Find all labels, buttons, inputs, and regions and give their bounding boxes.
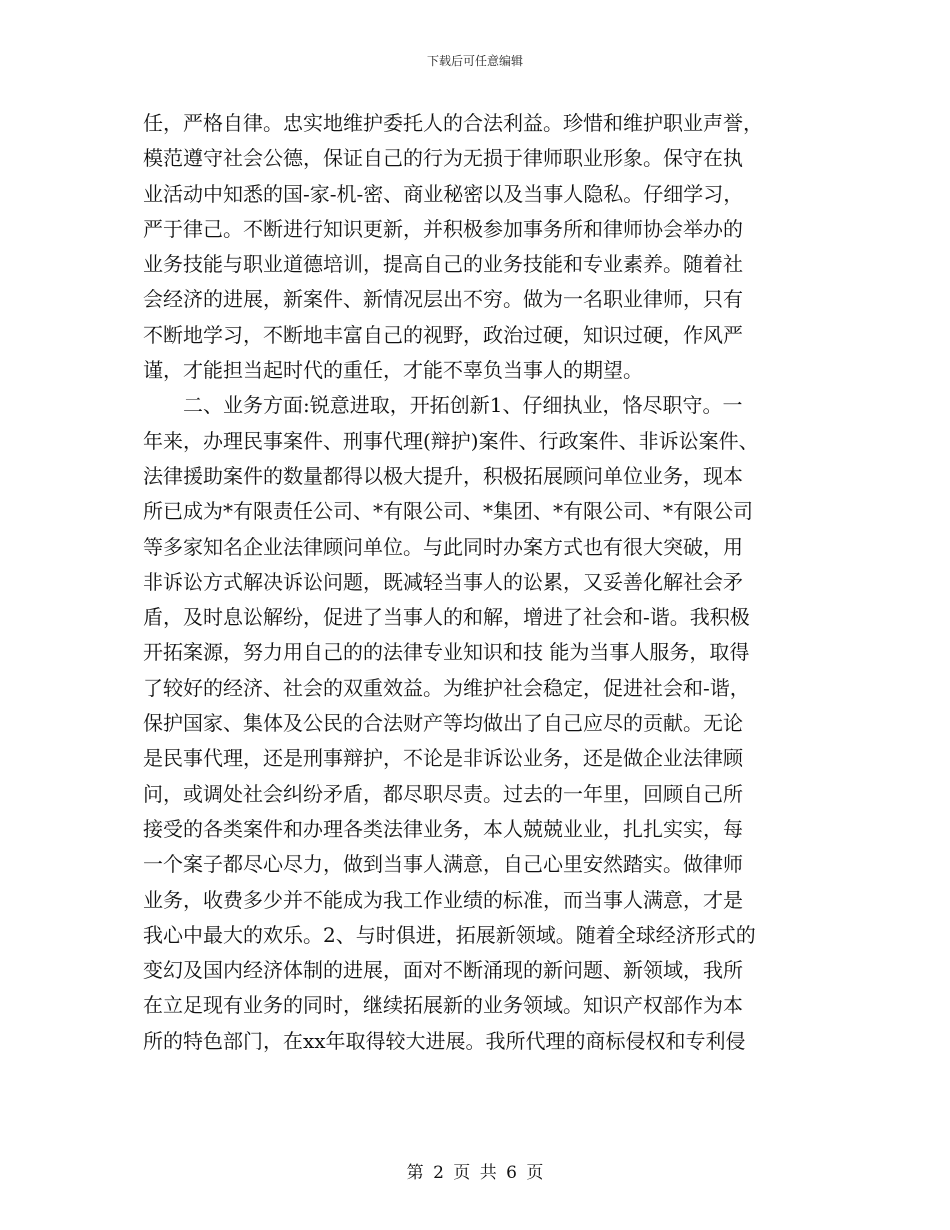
text-line: 保护国家、集体及公民的合法财产等均做出了自己应尽的贡献。无论 (143, 711, 743, 736)
text-line: 严于律己。不断进行知识更新，并积极参加事务所和律师协会举办的 (143, 216, 743, 241)
text-line: 问，或调处社会纠纷矛盾，都尽职尽责。过去的一年里，回顾自己所 (143, 781, 743, 806)
page-header: 下载后可任意编辑 (426, 54, 523, 68)
text-line: 谨，才能担当起时代的重任，才能不辜负当事人的期望。 (143, 358, 643, 383)
text-line: 会经济的进展，新案件、新情况层出不穷。做为一名职业律师，只有 (143, 287, 743, 312)
paragraph-start-line: 二、业务方面:锐意进取，开拓创新1、仔细执业，恪尽职守。一 (183, 393, 743, 418)
text-line: 业务技能与职业道德培训，提高自己的业务技能和专业素养。随着社 (143, 252, 743, 277)
page-number-footer: 第 2 页 共 6 页 (406, 1163, 544, 1183)
text-line: 是民事代理，还是刑事辩护，不论是非诉讼业务，还是做企业法律顾 (143, 746, 743, 771)
text-line: 年来，办理民事案件、刑事代理(辩护)案件、行政案件、非诉讼案件、 (143, 428, 759, 453)
text-line: 开拓案源，努力用自己的的法律专业知识和技 能为当事人服务，取得 (143, 640, 750, 665)
text-line: 变幻及国内经济体制的进展，面对不断涌现的新问题、新领域，我所 (143, 958, 743, 983)
text-line: 法律援助案件的数量都得以极大提升，积极拓展顾问单位业务，现本 (143, 463, 743, 488)
document-body (143, 106, 803, 1059)
text-line: 所已成为*有限责任公司、*有限公司、*集团、*有限公司、*有限公司 (143, 499, 753, 524)
text-line: 业务，收费多少并不能成为我工作业绩的标准，而当事人满意，才是 (143, 887, 743, 912)
text-line: 接受的各类案件和办理各类法律业务，本人兢兢业业，扎扎实实，每 (143, 816, 743, 841)
text-line: 业活动中知悉的国-家-机-密、商业秘密以及当事人隐私。仔细学习， (143, 181, 744, 206)
text-line: 不断地学习，不断地丰富自己的视野，政治过硬，知识过硬，作风严 (143, 322, 743, 347)
text-line: 我心中最大的欢乐。2、与时俱进，拓展新领域。随着全球经济形式的 (143, 922, 756, 947)
text-line: 非诉讼方式解决诉讼问题，既减轻当事人的讼累，又妥善化解社会矛 (143, 569, 743, 594)
text-line: 等多家知名企业法律顾问单位。与此同时办案方式也有很大突破，用 (143, 534, 743, 559)
text-line: 在立足现有业务的同时，继续拓展新的业务领域。知识产权部作为本 (143, 993, 743, 1018)
text-line: 盾，及时息讼解纷，促进了当事人的和解，增进了社会和-谐。我积极 (143, 605, 750, 630)
text-line: 模范遵守社会公德，保证自己的行为无损于律师职业形象。保守在执 (143, 146, 743, 171)
text-line: 一个案子都尽心尽力，做到当事人满意，自己心里安然踏实。做律师 (143, 852, 743, 877)
text-line: 所的特色部门，在xx年取得较大进展。我所代理的商标侵权和专利侵 (143, 1028, 746, 1053)
text-line: 任，严格自律。忠实地维护委托人的合法利益。珍惜和维护职业声誉， (143, 111, 763, 135)
text-line: 了较好的经济、社会的双重效益。为维护社会稳定，促进社会和-谐， (143, 675, 750, 700)
